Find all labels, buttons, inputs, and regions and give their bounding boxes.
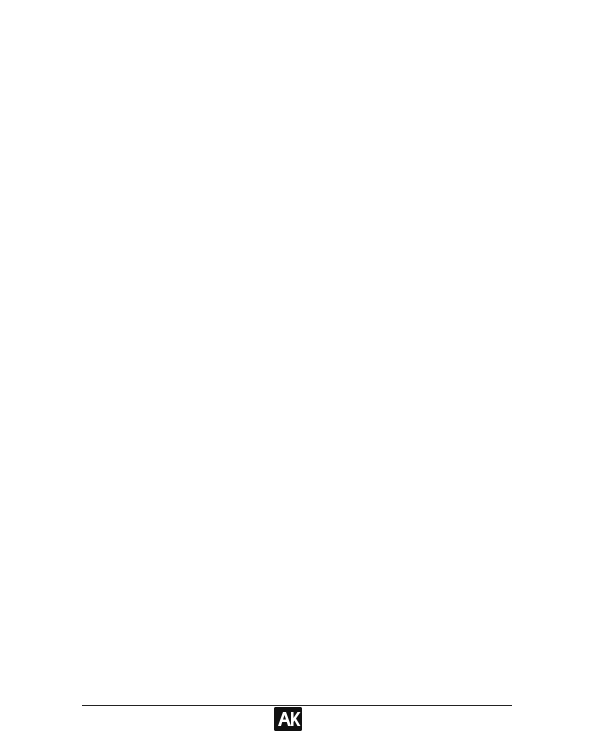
footer-rule bbox=[82, 705, 512, 706]
ak-publishing-logo-icon bbox=[274, 707, 302, 731]
table-of-contents bbox=[82, 50, 512, 63]
